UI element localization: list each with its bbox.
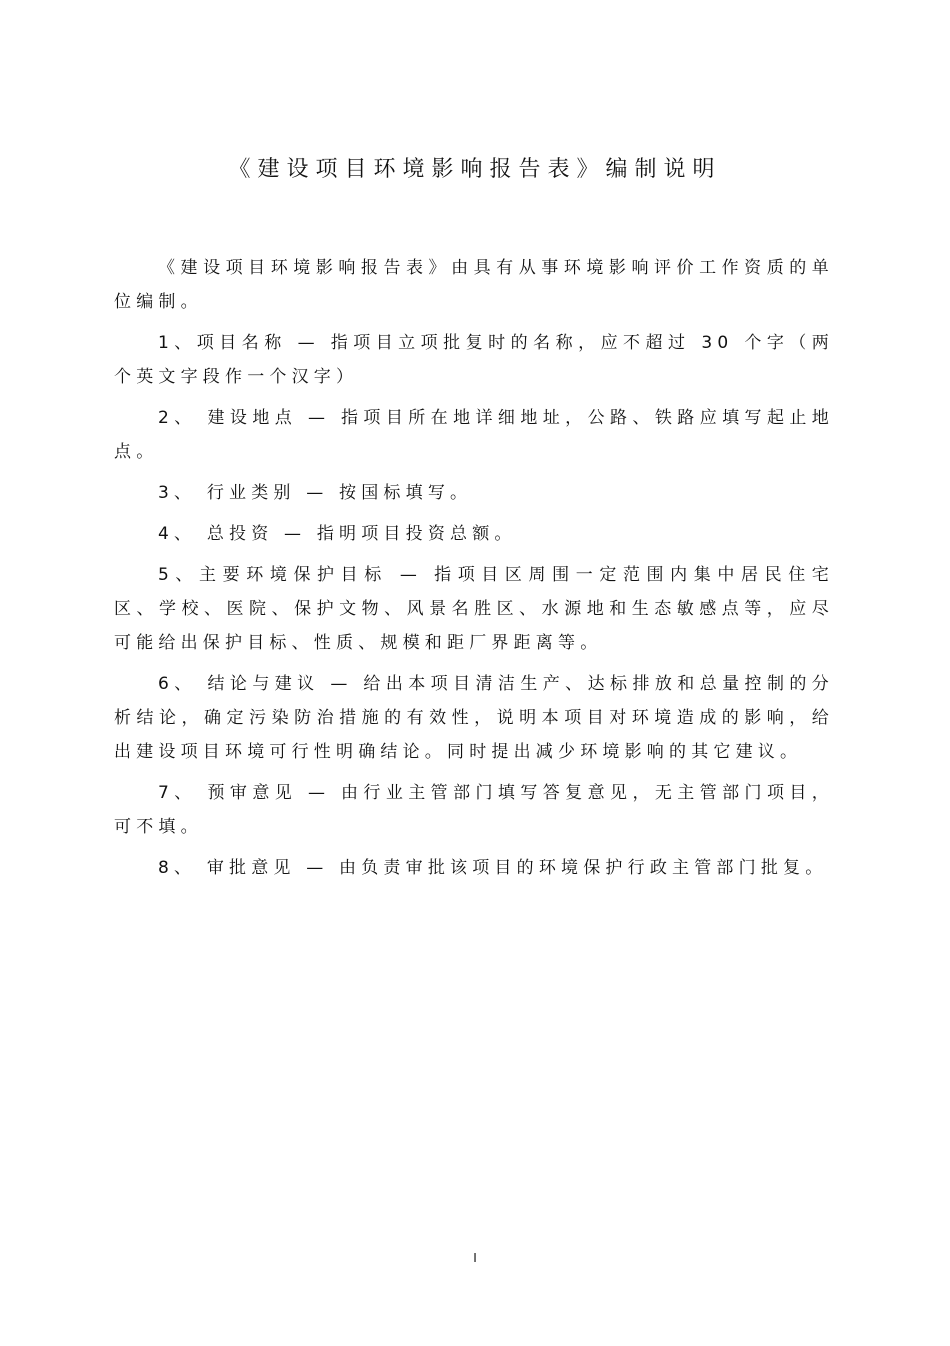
paragraph-item-4: 4、 总投资 — 指明项目投资总额。 (158, 524, 517, 544)
paragraph-item-7: 7、 预审意见 — 由行业主管部门填写答复意见，无主管部门项目，可不填。 (114, 783, 834, 837)
paragraph-item-3: 3、 行业类别 — 按国标填写。 (158, 483, 473, 503)
paragraph-item-6: 6、 结论与建议 — 给出本项目清洁生产、达标排放和总量控制的分析结论，确定污染防治措施的有效性，说明本项目对环境造成的影响，给出建设项目环境可行性明确结论。同时提出减少环境影响的其它建议。 (114, 674, 834, 762)
paragraph-item-5: 5、主要环境保护目标 — 指项目区周围一定范围内集中居民住宅区、学校、医院、保护文物、风景名胜区、水源地和生态敏感点等，应尽可能给出保护目标、性质、规模和距厂界距离等。 (114, 565, 834, 653)
document-body (114, 251, 834, 892)
paragraph-item-8: 8、 审批意见 — 由负责审批该项目的环境保护行政主管部门批复。 (158, 858, 828, 878)
page-number: I (473, 1251, 477, 1265)
paragraph-item-1: 1、项目名称 — 指项目立项批复时的名称，应不超过 30 个字（两个英文字段作一个汉字） (114, 333, 834, 387)
paragraph-item-2: 2、 建设地点 — 指项目所在地详细地址，公路、铁路应填写起止地点。 (114, 408, 834, 462)
paragraph-intro: 《建设项目环境影响报告表》由具有从事环境影响评价工作资质的单位编制。 (114, 258, 834, 312)
document-title: 《建设项目环境影响报告表》编制说明 (228, 157, 722, 182)
